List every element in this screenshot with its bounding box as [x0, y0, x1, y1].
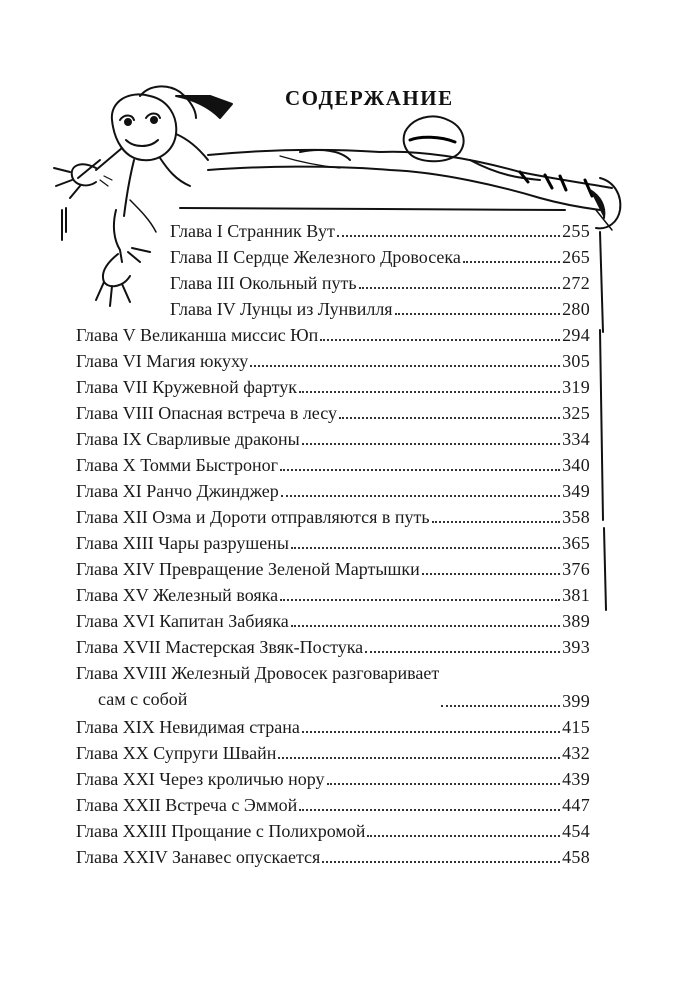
leader-dots: [278, 757, 560, 759]
toc-entry[interactable]: [76, 398, 590, 424]
toc-entry-page: 389: [562, 611, 590, 631]
toc-entry[interactable]: [76, 476, 590, 502]
toc-entry-title: Глава X Томми Быстроног: [76, 455, 279, 475]
leader-dots: [299, 391, 560, 393]
leader-dots: [320, 339, 560, 341]
toc-entry[interactable]: [76, 816, 590, 842]
toc-entry-page: 255: [562, 221, 590, 241]
toc-entry-title: Глава XXI Через кроличью нору: [76, 769, 325, 789]
toc-entry-page: 399: [562, 691, 590, 711]
toc-entry[interactable]: [76, 320, 590, 346]
toc-entry-page: 376: [562, 559, 590, 579]
toc-entry[interactable]: [170, 216, 590, 242]
leader-dots: [280, 469, 560, 471]
toc-entry[interactable]: [76, 372, 590, 398]
toc-entry-title: [76, 660, 439, 712]
toc-entry[interactable]: [76, 842, 590, 868]
leader-dots: [422, 573, 560, 575]
leader-dots: [291, 625, 560, 627]
toc-entry[interactable]: [76, 450, 590, 476]
toc-entry-title: Глава XIII Чары разрушены: [76, 533, 289, 553]
toc-entry-page: 458: [562, 847, 590, 867]
leader-dots: [302, 731, 560, 733]
toc-entry[interactable]: [170, 242, 590, 268]
toc-entry-page: 432: [562, 743, 590, 763]
leader-dots: [339, 417, 560, 419]
toc-entry-title-line2: сам с собой: [98, 689, 188, 709]
toc-entry-page: 340: [562, 455, 590, 475]
leader-dots: [281, 495, 560, 497]
toc-entry-title-line1: Глава XVIII Железный Дровосек разговаривает: [76, 663, 440, 683]
leader-dots: [280, 599, 560, 601]
toc-entry-page: 319: [562, 377, 590, 397]
toc-entry-page: 381: [562, 585, 590, 605]
toc-entry-page: 454: [562, 821, 590, 841]
leader-dots: [299, 809, 560, 811]
toc-entry[interactable]: [76, 606, 590, 632]
toc-entry[interactable]: [76, 738, 590, 764]
toc-entry-page: 358: [562, 507, 590, 527]
leader-dots: [441, 705, 560, 707]
toc-entry-title: Глава I Странник Вут: [170, 221, 335, 241]
toc-entry-title: Глава VII Кружевной фартук: [76, 377, 298, 397]
toc-entry-page: 349: [562, 481, 590, 501]
leader-dots: [463, 261, 560, 263]
toc-entry-page: 393: [562, 637, 590, 657]
toc-entry-title: Глава XII Озма и Дороти отправляются в путь: [76, 507, 430, 527]
leader-dots: [365, 651, 560, 653]
toc-entry[interactable]: [76, 660, 590, 712]
toc-entry[interactable]: [76, 632, 590, 658]
page-title: СОДЕРЖАНИЕ: [285, 86, 454, 110]
toc-entry[interactable]: [76, 554, 590, 580]
toc-entry-page: 447: [562, 795, 590, 815]
toc-entry-page: 415: [562, 717, 590, 737]
toc-entry-page: 325: [562, 403, 590, 423]
toc-entry-title: Глава XX Супруги Швайн: [76, 743, 277, 763]
toc-entry-title: Глава XIV Превращение Зеленой Мартышки: [76, 559, 420, 579]
toc-entry-title: Глава XI Ранчо Джинджер: [76, 481, 279, 501]
toc-entry-title: Глава IV Лунцы из Лунвилля: [170, 299, 393, 319]
toc-entry-title: Глава III Окольный путь: [170, 273, 357, 293]
toc-entry-page: 439: [562, 769, 590, 789]
toc-entry-page: 365: [562, 533, 590, 553]
toc-entry-page: 280: [562, 299, 590, 319]
toc-entry-page: 294: [562, 325, 590, 345]
leader-dots: [432, 521, 561, 523]
toc-entry[interactable]: [76, 346, 590, 372]
toc-entry-page: 272: [562, 273, 590, 293]
leader-dots: [337, 235, 560, 237]
toc-entry[interactable]: [76, 424, 590, 450]
toc-entry-title: Глава XXIII Прощание с Полихромой: [76, 821, 366, 841]
toc-entry-page: 265: [562, 247, 590, 267]
toc-entry-page: 334: [562, 429, 590, 449]
toc-entry-title: Глава IX Сварливые драконы: [76, 429, 300, 449]
toc-entry-title: Глава XVII Мастерская Звяк-Постука: [76, 637, 364, 657]
toc-entry-title: Глава V Великанша миссис Юп: [76, 325, 319, 345]
toc-entry[interactable]: [76, 528, 590, 554]
toc-entry-title: Глава VIII Опасная встреча в лесу: [76, 403, 337, 423]
leader-dots: [291, 547, 560, 549]
toc-entry[interactable]: [170, 268, 590, 294]
leader-dots: [327, 783, 561, 785]
toc-entry[interactable]: [170, 294, 590, 320]
toc-entry-title: Глава XXII Встреча с Эммой: [76, 795, 298, 815]
leader-dots: [322, 861, 560, 863]
leader-dots: [395, 313, 561, 315]
leader-dots: [250, 365, 560, 367]
toc-entry-page: 305: [562, 351, 590, 371]
toc-entry[interactable]: [76, 580, 590, 606]
leader-dots: [367, 835, 560, 837]
toc-entry-title: Глава XVI Капитан Забияка: [76, 611, 289, 631]
toc-entry-title: Глава XV Железный вояка: [76, 585, 279, 605]
toc-entry-title: Глава VI Магия юкуху: [76, 351, 249, 371]
toc-entry[interactable]: [76, 502, 590, 528]
toc-entry[interactable]: [76, 712, 590, 738]
toc-entry-title: Глава II Сердце Железного Дровосека: [170, 247, 461, 267]
leader-dots: [359, 287, 560, 289]
toc-entry-title: Глава XIX Невидимая страна: [76, 717, 300, 737]
leader-dots: [302, 443, 560, 445]
toc-entry[interactable]: [76, 764, 590, 790]
toc-entry-title: Глава XXIV Занавес опускается: [76, 847, 321, 867]
toc-entry[interactable]: [76, 790, 590, 816]
